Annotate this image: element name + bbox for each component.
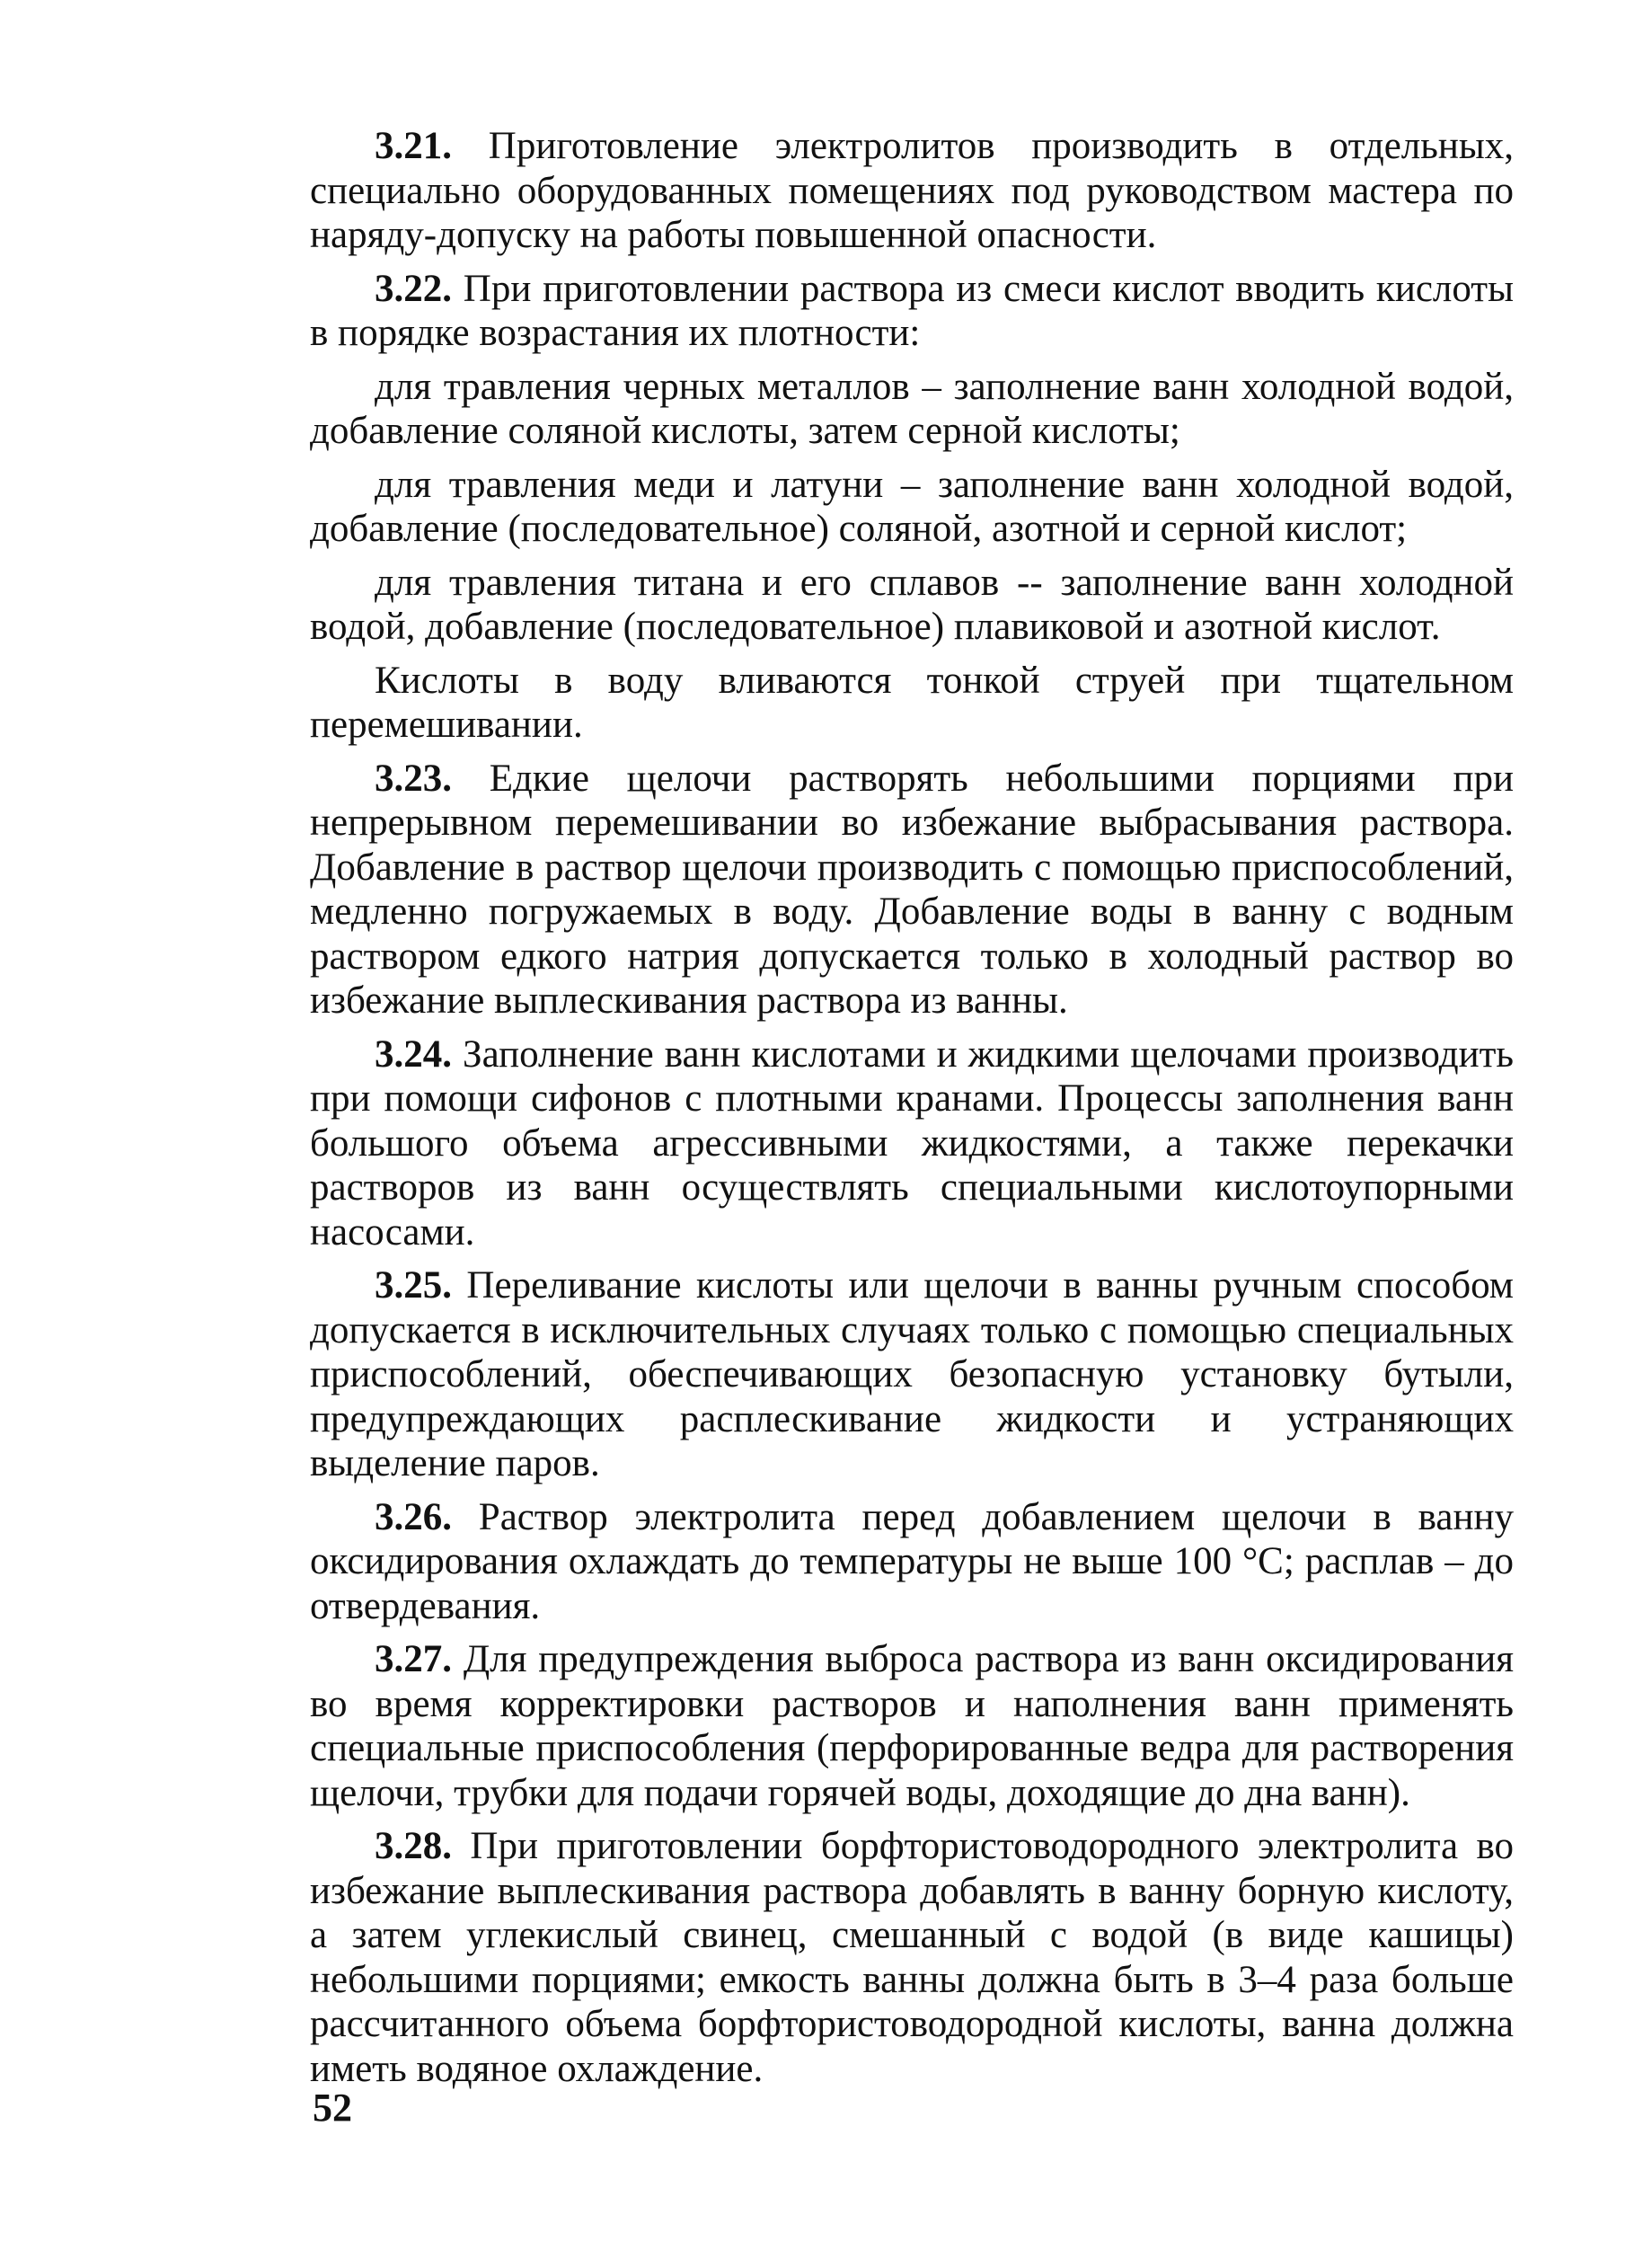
paragraph-number: 3.26. [375,1495,452,1538]
paragraph-number: 3.22. [375,267,452,310]
paragraph-text: для травления черных металлов – заполнение ванн холодной водой, добавление соляной кислоты, затем серной кислоты; [310,365,1514,452]
paragraph-text: При приготовлении борфтористоводородного электролита во избежание выплескивания раствора добавлять в ванну борную кислоту, а затем углекислый свинец, смешанный с водой (в виде кашицы) небольшими порциями; емкость ванны должна быть в 3–4 раза больше рассчитанного объема борфтористоводородной кислоты, ванна должна иметь водяное охлаждение. [310,1825,1514,2090]
paragraph-text: Едкие щелочи растворять небольшими порциями при непрерывном перемешивании во избежание выбрасывания раствора. Добавление в раствор щелочи производить с помощью приспособлений, медленно погружаемых в воду. Добавление воды в ванну с водным раствором едкого натрия допускается только в холодный раствор во избежание выплескивания раствора из ванны. [310,757,1514,1022]
paragraph-text: Раствор электролита перед добавлением щелочи в ванну оксидирования охлаждать до температуры не выше 100 °С; расплав – до отвердевания. [310,1495,1514,1627]
page-body [310,124,1514,2100]
paragraph-3-27 [310,1637,1514,1815]
paragraph-text: для травления титана и его сплавов -- заполнение ванн холодной водой, добавление (последовательное) плавиковой и азотной кислот. [310,561,1514,648]
paragraph-3-26 [310,1495,1514,1629]
paragraph-copper-brass [310,463,1514,552]
paragraph-text: Для предупреждения выброса раствора из ванн оксидирования во время корректировки растворов и наполнения ванн применять специальные приспособления (перфорированные ведра для растворения щелочи, трубки для подачи горячей воды, доходящие до дна ванн). [310,1638,1514,1814]
paragraph-text: Переливание кислоты или щелочи в ванны ручным способом допускается в исключительных случаях только с помощью специальных приспособлений, обеспечивающих безопасную установку бутыли, предупреждающих расплескивание жидкости и устраняющих выделение паров. [310,1264,1514,1484]
paragraph-number: 3.27. [375,1638,452,1680]
page-number: 52 [313,2086,352,2130]
paragraph-text: Приготовление электролитов производить в отдельных, специально оборудованных помещениях под руководством мастера по наряду-допуску на работы повышенной опасности. [310,125,1514,256]
paragraph-number: 3.25. [375,1264,452,1307]
paragraph-text: для травления меди и латуни – заполнение ванн холодной водой, добавление (последовательное) соляной, азотной и серной кислот; [310,463,1514,550]
paragraph-number: 3.23. [375,757,452,800]
paragraph-3-22 [310,267,1514,356]
paragraph-3-28 [310,1824,1514,2091]
paragraph-acids-into-water [310,659,1514,748]
paragraph-titanium [310,561,1514,650]
paragraph-text: Кислоты в воду вливаются тонкой струей при тщательном перемешивании. [310,659,1514,746]
paragraph-3-25 [310,1263,1514,1486]
paragraph-number: 3.24. [375,1032,452,1076]
paragraph-text: Заполнение ванн кислотами и жидкими щелочами производить при помощи сифонов с плотными кранами. Процессы заполнения ванн большого объема агрессивными жидкостями, а также перекачки растворов из ванн осуществлять специальными кислотоупорными насосами. [310,1032,1514,1254]
paragraph-3-23 [310,757,1514,1023]
paragraph-text: При приготовлении раствора из смеси кислот вводить кислоты в порядке возрастания их плотности: [310,267,1514,354]
paragraph-number: 3.28. [375,1825,452,1867]
paragraph-black-metals [310,365,1514,454]
paragraph-3-21 [310,124,1514,258]
paragraph-3-24 [310,1032,1514,1255]
paragraph-number: 3.21. [375,125,452,167]
